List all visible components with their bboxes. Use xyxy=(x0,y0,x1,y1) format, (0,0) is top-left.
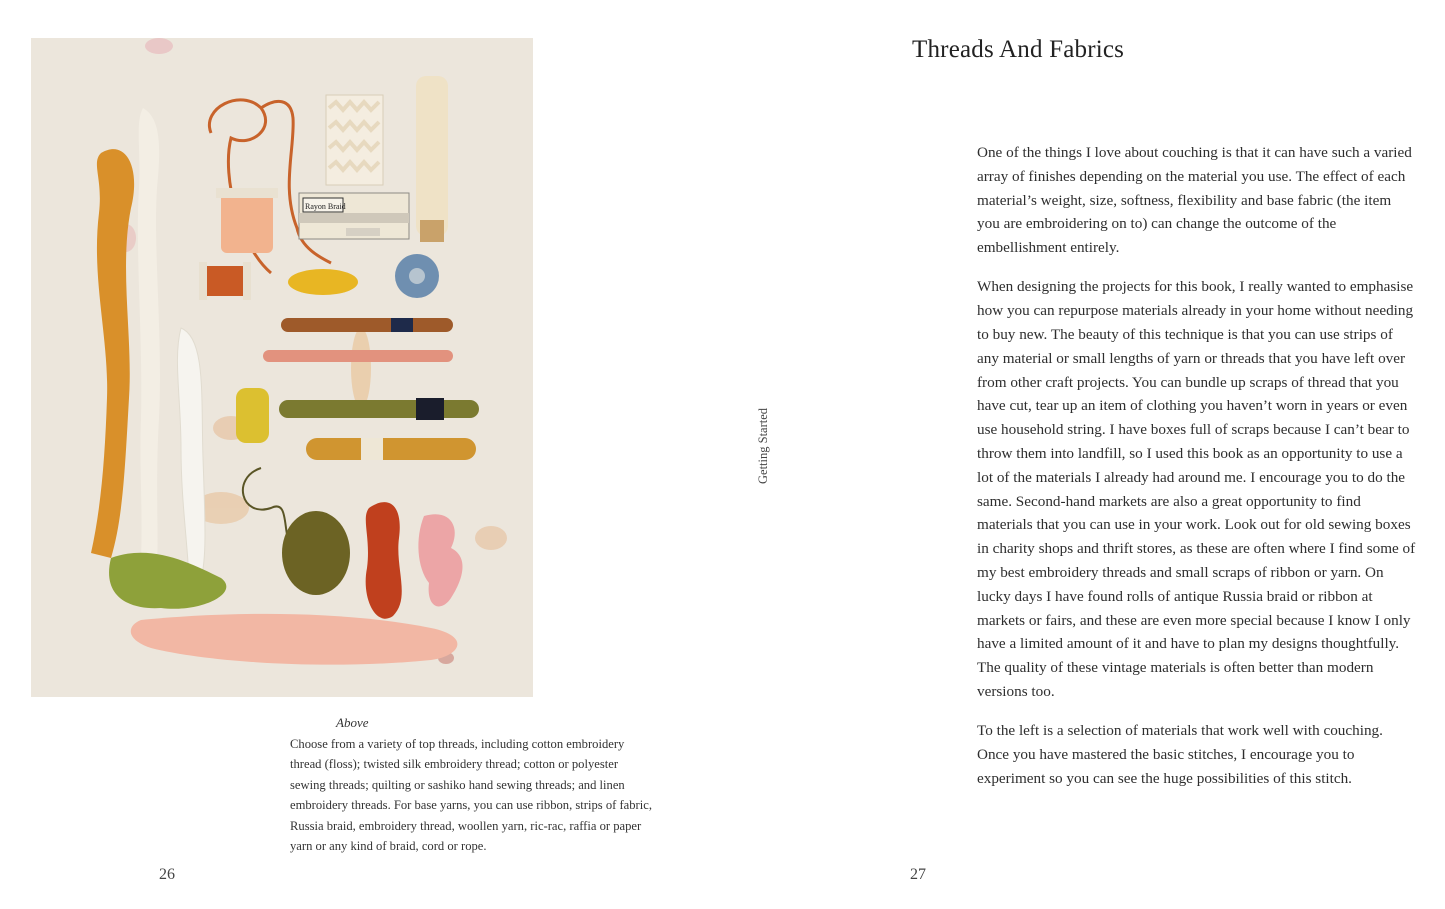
page-number-right: 27 xyxy=(910,866,926,883)
gold-bobbin xyxy=(288,269,358,295)
white-raffia xyxy=(177,328,205,578)
page-number-left: 26 xyxy=(159,866,175,883)
pink-skein xyxy=(263,350,453,362)
orange-thread-spool xyxy=(203,266,247,296)
peach-thread-spool xyxy=(221,193,273,253)
photo-caption xyxy=(290,714,660,856)
rayon-braid-card xyxy=(299,193,409,239)
yellow-twine-ball xyxy=(236,388,269,443)
right-page xyxy=(722,0,1445,909)
body-paragraph: One of the things I love about couching is that it can have such a varied array of finishes depending on the material you use. The effect of each material’s weight, size, softness, flexibility and base fabric (the item you are embroidering on to) can change the outcome of the embellishment entirely. xyxy=(977,144,1412,257)
rayon-braid-label: Rayon Braid xyxy=(305,202,346,211)
body-paragraph: When designing the projects for this book, I really wanted to emphasise how you can repurpose materials already in your home without needing to buy new. The beauty of this technique is that you can use strips of any material or small lengths of yarn or threads that you have left over from other craft projects. You can bundle up scraps of thread that you have cut, tear up an item of clothing you haven’t worn in years or even use household string. I have boxes full of scraps because I can’t bear to throw them into landfill, so I used this book as an opportunity to use a lot of the materials I already had around me. I encourage you to do the same. Second-hand markets are also a great opportunity to find materials that you can use in your work. Look out for old sewing boxes in charity shops and thrift stores, as these are often where I find some of my best embroidery threads and small scraps of ribbon or yarn. On lucky days I have found rolls of antique Russia braid or ribbon at markets or fairs, and these are even more special because I know I only have a limited amount of it and have to plan my designs thoughtfully. The quality of these vintage materials is often better than modern versions too. xyxy=(977,278,1416,701)
white-ribbon xyxy=(138,108,160,558)
red-yarn-bundle xyxy=(366,502,402,619)
cream-thread-spool xyxy=(416,76,448,236)
caption-text: Choose from a variety of top threads, including cotton embroidery thread (floss); twisted silk embroidery thread; cotton or polyester sewing threads; quilting or sashiko hand sewing threads; and linen embroidery threads. For base yarns, you can use ribbon, strips of fabric, Russia braid, embroidery thread, woollen yarn, ric-rac, raffia or paper yarn or any kind of braid, cord or rope. xyxy=(290,737,652,854)
mustard-ribbon xyxy=(91,149,134,558)
green-yarn-bundle xyxy=(109,553,226,609)
pink-yarn-bundle xyxy=(418,514,462,606)
brown-skein xyxy=(281,318,453,332)
mustard-skein xyxy=(306,438,476,460)
left-page xyxy=(0,0,722,909)
threads-illustration xyxy=(31,38,533,697)
olive-yarn-ball xyxy=(282,511,350,595)
threads-photo xyxy=(31,38,533,697)
caption-title: Above xyxy=(336,715,369,730)
page-heading: Threads And Fabrics xyxy=(912,36,1125,63)
running-head: Getting Started xyxy=(756,407,770,484)
pink-thread-hank xyxy=(131,614,458,665)
olive-skein xyxy=(279,400,479,418)
body-text xyxy=(977,141,1417,806)
body-paragraph: To the left is a selection of materials that work well with couching. Once you have mastered the basic stitches, I encourage you to experiment so you can see the huge possibilities of this stitch. xyxy=(977,722,1383,787)
